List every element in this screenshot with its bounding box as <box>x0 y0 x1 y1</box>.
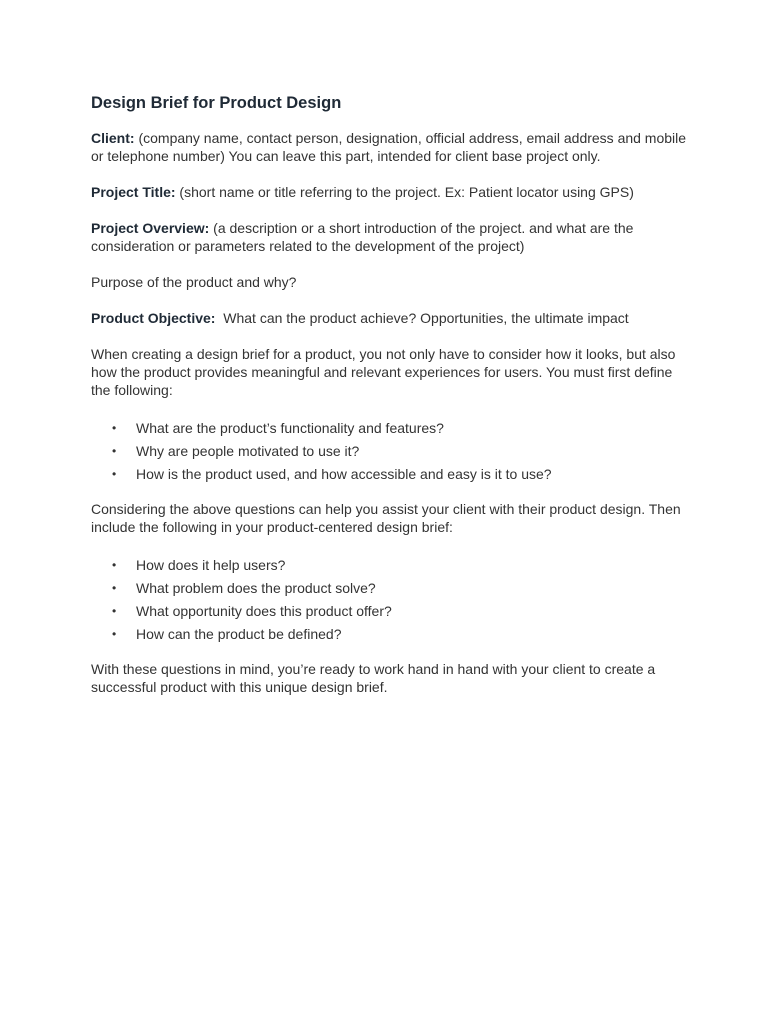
list-item-text: Why are people motivated to use it? <box>136 443 360 459</box>
list-item <box>91 556 691 574</box>
project-title-text: (short name or title referring to the project. Ex: Patient locator using GPS) <box>175 184 634 200</box>
bullet-icon: • <box>112 444 117 458</box>
project-overview-text: (a description or a short introduction of the project. and what are the consideration or parameters related to the development of the project) <box>91 220 634 254</box>
bullet-icon: • <box>112 604 117 618</box>
bullet-icon: • <box>112 581 117 595</box>
list-item-text: How is the product used, and how accessible and easy is it to use? <box>136 466 552 482</box>
list-item-text: How does it help users? <box>136 557 286 573</box>
project-title-paragraph <box>91 183 691 201</box>
list-item <box>91 419 691 437</box>
list-item <box>91 579 691 597</box>
client-label: Client: <box>91 130 135 146</box>
list-one <box>91 419 691 483</box>
list-item-text: How can the product be defined? <box>136 626 342 642</box>
project-overview-label: Project Overview: <box>91 220 210 236</box>
list-item-text: What opportunity does this product offer? <box>136 603 392 619</box>
client-text: (company name, contact person, designation, official address, email address and mobile or telephone number) You can leave this part, intended for client base project only. <box>91 130 687 164</box>
middle-paragraph: Considering the above questions can help you assist your client with their product design. Then include the following in your product-centered design brief: <box>91 501 681 535</box>
purpose-paragraph: Purpose of the product and why? <box>91 274 297 290</box>
list-item <box>91 465 691 483</box>
client-paragraph <box>91 129 691 165</box>
bullet-icon: • <box>112 421 117 435</box>
project-title-label: Project Title: <box>91 184 176 200</box>
bullet-icon: • <box>112 558 117 572</box>
project-overview-paragraph <box>91 219 691 255</box>
list-item <box>91 442 691 460</box>
bullet-icon: • <box>112 627 117 641</box>
list-item <box>91 625 691 643</box>
list-item-text: What problem does the product solve? <box>136 580 376 596</box>
document-content <box>91 93 691 714</box>
product-objective-text: What can the product achieve? Opportunities, the ultimate impact <box>215 310 629 326</box>
product-objective-paragraph <box>91 309 691 327</box>
product-objective-label: Product Objective: <box>91 310 216 326</box>
closing-paragraph: With these questions in mind, you’re ready to work hand in hand with your client to create a successful product with this unique design brief. <box>91 661 656 695</box>
list-item-text: What are the product’s functionality and features? <box>136 420 444 436</box>
bullet-icon: • <box>112 467 117 481</box>
list-two <box>91 556 691 643</box>
document-title: Design Brief for Product Design <box>91 94 342 112</box>
list-item <box>91 602 691 620</box>
intro-paragraph: When creating a design brief for a product, you not only have to consider how it looks, but also how the product provides meaningful and relevant experiences for users. You must first define the following: <box>91 346 676 398</box>
